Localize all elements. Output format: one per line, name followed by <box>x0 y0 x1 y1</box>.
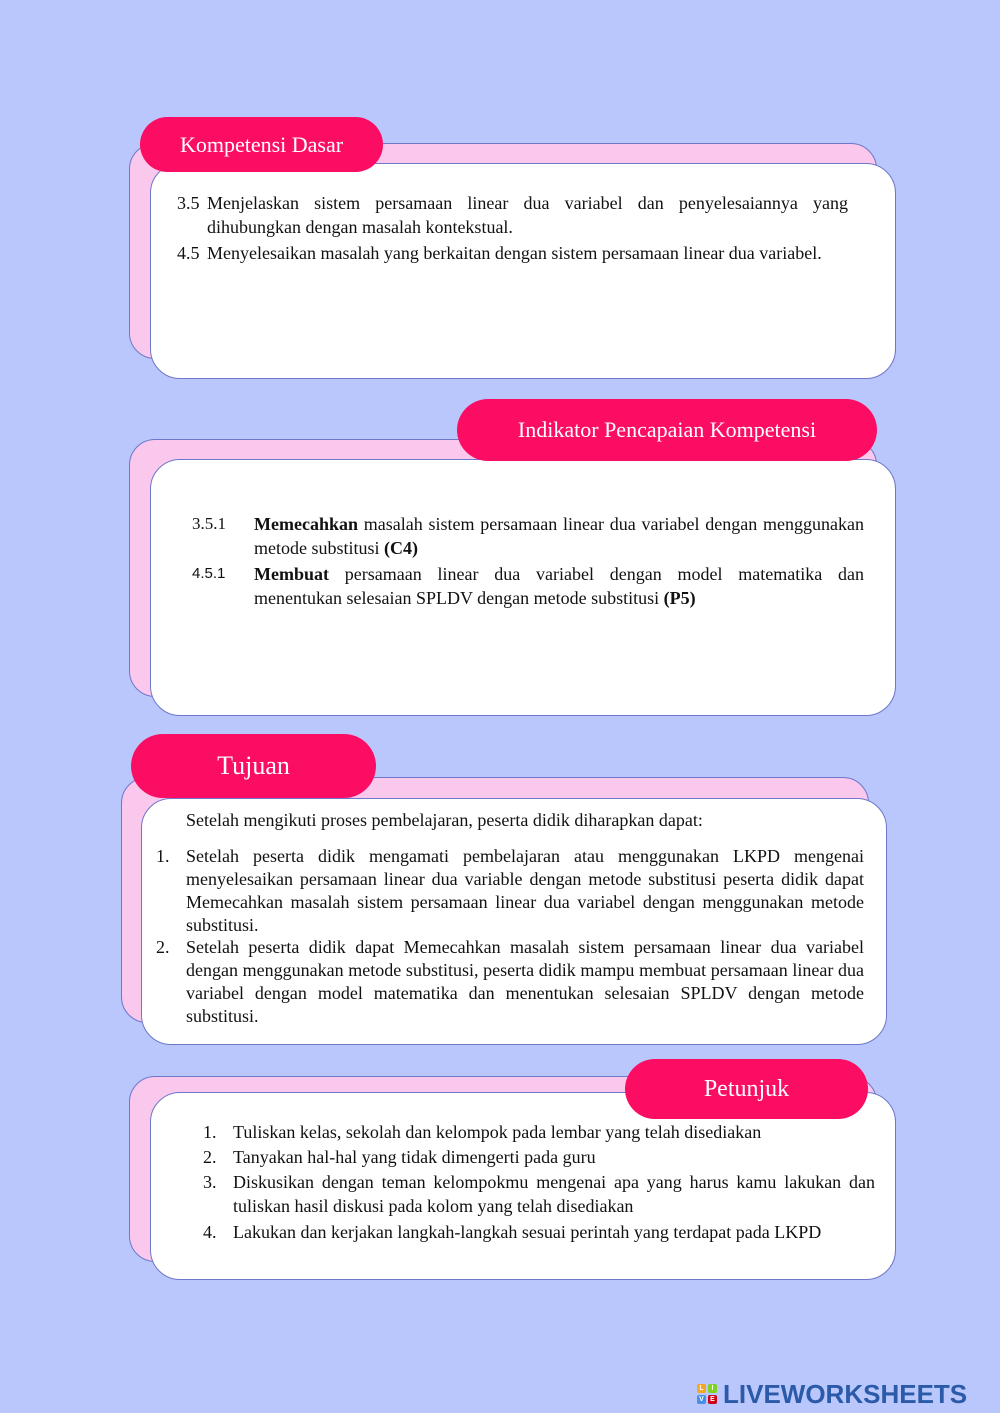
kd-title-pill <box>140 117 383 172</box>
petunjuk-item <box>203 1145 875 1169</box>
kd-item <box>177 191 848 239</box>
liveworksheets-brand: LIVEWORKSHEETS <box>723 1378 968 1409</box>
ipk-item-body: persamaan linear dua variabel dengan model matematika dan menentukan selesaian SPLDV dengan metode substitusi <box>254 564 864 608</box>
petunjuk-item-text: Diskusikan dengan teman kelompokmu mengenai apa yang harus kamu lakukan dan tuliskan hasil diskusi pada kolom yang telah disediakan <box>233 1172 875 1216</box>
ipk-item-num: 3.5.1 <box>192 514 226 533</box>
ipk-item <box>192 512 864 560</box>
ipk-title-pill <box>457 399 877 461</box>
ipk-item-text <box>254 562 864 610</box>
petunjuk-item-num: 1. <box>203 1122 217 1142</box>
petunjuk-item-text: Lakukan dan kerjakan langkah-langkah sesuai perintah yang terdapat pada LKPD <box>233 1222 822 1242</box>
petunjuk-item <box>203 1170 875 1218</box>
tujuan-title-pill <box>131 734 376 798</box>
logo-letter: V <box>697 1395 706 1404</box>
petunjuk-item-num: 3. <box>203 1172 217 1192</box>
tujuan-item-text: Setelah peserta didik dapat Memecahkan masalah sistem persamaan linear dua variabel dengan menggunakan metode substitusi, peserta didik mampu membuat persamaan linear dua variabel dengan model matematika dan menentukan selesaian SPLDV dengan metode substitusi. <box>186 937 864 1026</box>
tujuan-intro <box>186 808 866 832</box>
petunjuk-item-text: Tuliskan kelas, sekolah dan kelompok pada lembar yang telah disediakan <box>233 1122 762 1142</box>
ipk-item-bold-tail: (P5) <box>663 588 696 608</box>
tujuan-item <box>156 845 864 937</box>
kd-item-text: Menyelesaikan masalah yang berkaitan dengan sistem persamaan linear dua variabel. <box>207 243 822 263</box>
tujuan-item-num: 2. <box>156 937 170 957</box>
petunjuk-item-num: 4. <box>203 1222 217 1242</box>
tujuan-item-text: Setelah peserta didik mengamati pembelajaran atau menggunakan LKPD mengenai menyelesaikan persamaan linear dua variable dengan metode substitusi peserta didik dapat Memecahkan masalah sistem persamaan linear dua variabel dengan menggunakan metode substitusi. <box>186 846 864 935</box>
tujuan-item <box>156 936 864 1028</box>
petunjuk-title-pill <box>625 1059 868 1119</box>
ipk-item-bold-lead: Memecahkan <box>254 514 358 534</box>
kd-item-text: Menjelaskan sistem persamaan linear dua variabel dan penyelesaiannya yang dihubungkan dengan masalah kontekstual. <box>207 193 848 237</box>
liveworksheets-logo-icon <box>697 1384 717 1404</box>
ipk-item <box>192 562 864 610</box>
ipk-item-text <box>254 512 864 560</box>
tujuan-item-num: 1. <box>156 846 170 866</box>
kd-item-num: 3.5 <box>177 193 200 213</box>
petunjuk-item-text: Tanyakan hal-hal yang tidak dimengerti pada guru <box>233 1147 596 1167</box>
petunjuk-item <box>203 1120 875 1144</box>
logo-letter: L <box>697 1384 706 1393</box>
kd-item <box>177 241 848 265</box>
tujuan-title: Tujuan <box>217 751 290 780</box>
ipk-item-num: 4.5.1 <box>192 565 226 582</box>
petunjuk-title: Petunjuk <box>703 1075 790 1102</box>
tujuan-intro-text: Setelah mengikuti proses pembelajaran, peserta didik diharapkan dapat: <box>186 810 703 830</box>
petunjuk-item-num: 2. <box>203 1147 217 1167</box>
kd-title: Kompetensi Dasar <box>179 131 344 157</box>
liveworksheets-logo[interactable] <box>697 1380 967 1408</box>
ipk-item-bold-lead: Membuat <box>254 564 329 584</box>
ipk-item-body: masalah sistem persamaan linear dua variabel dengan menggunakan metode substitusi <box>254 514 864 558</box>
ipk-title: Indikator Pencapaian Kompetensi <box>517 417 817 442</box>
ipk-item-bold-tail: (C4) <box>384 538 418 558</box>
logo-letter: I <box>708 1384 717 1393</box>
petunjuk-item <box>203 1220 875 1244</box>
logo-letter: E <box>708 1395 717 1404</box>
kd-item-num: 4.5 <box>177 243 200 263</box>
